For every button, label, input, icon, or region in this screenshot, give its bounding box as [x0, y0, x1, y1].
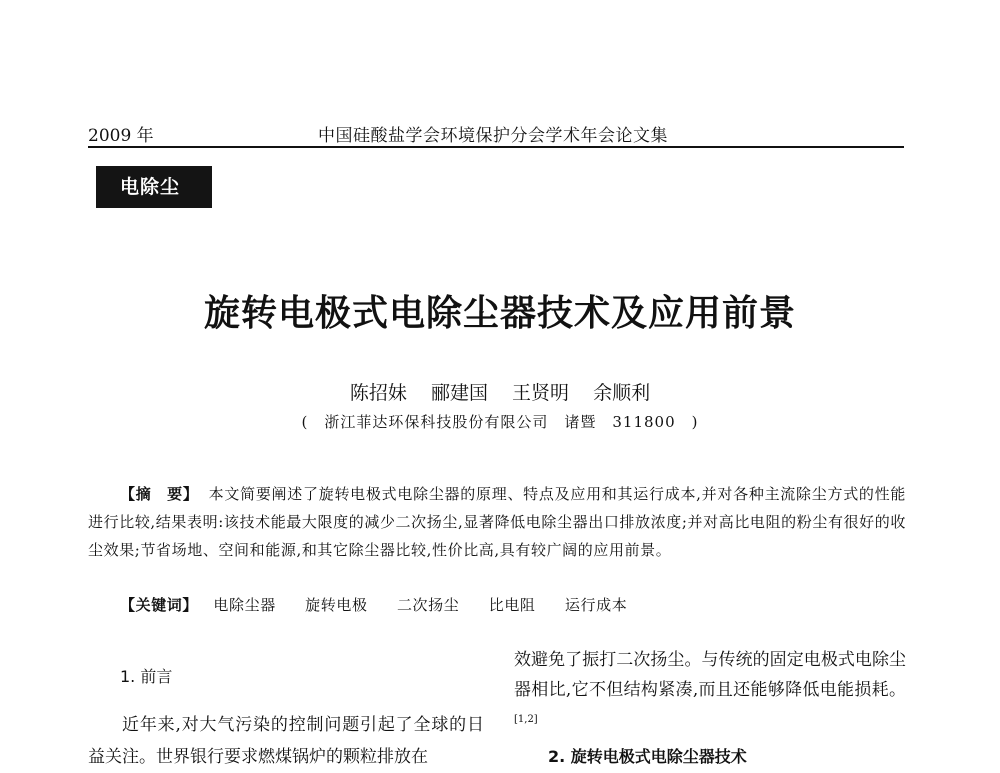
intro-paragraph: 近年来,对大气污染的控制问题引起了全球的日益关注。世界银行要求燃煤锅炉的颗粒排放在	[88, 715, 484, 767]
citation: [1,2]	[514, 714, 538, 725]
left-column	[88, 650, 484, 773]
header-rule	[88, 146, 904, 148]
keywords	[120, 594, 651, 615]
keyword: 运行成本	[564, 596, 628, 614]
section2-heading: 2. 旋转电极式电除尘器技术	[548, 747, 747, 766]
paper-title: 旋转电极式电除尘器技术及应用前景	[203, 292, 796, 334]
abstract-label: 【摘 要】	[120, 485, 199, 503]
author-name: 郦建国	[430, 382, 488, 404]
keyword: 二次扬尘	[396, 596, 460, 614]
affiliation-close: )	[691, 413, 699, 431]
author-name: 王贤明	[512, 382, 570, 404]
right-column	[514, 645, 906, 739]
author-name: 陈招妹	[349, 382, 407, 404]
keywords-label: 【关键词】	[120, 596, 199, 614]
keyword: 比电阻	[488, 596, 536, 614]
keyword: 旋转电极	[305, 596, 368, 614]
affiliation-open: (	[301, 413, 309, 431]
affiliation-postcode: 311800	[612, 413, 676, 431]
right-paragraph: 效避免了振打二次扬尘。与传统的固定电极式电除尘器相比,它不但结构紧凑,而且还能够降低电能损耗。	[514, 650, 906, 700]
affiliation-city: 诸暨	[564, 413, 597, 431]
author-name: 余顺利	[593, 382, 651, 404]
author-list	[0, 378, 1000, 405]
affiliation	[0, 411, 1000, 432]
keyword: 电除尘器	[213, 596, 276, 614]
section-tag: 电除尘	[96, 166, 212, 208]
affiliation-org: 浙江菲达环保科技股份有限公司	[324, 413, 549, 431]
abstract-text: 本文简要阐述了旋转电极式电除尘器的原理、特点及应用和其运行成本,并对各种主流除尘方式的性能进行比较,结果表明:该技术能最大限度的减少二次扬尘,显著降低电除尘器出口排放浓度;并对高比电阻的粉尘有很好的收尘效果;节省场地、空间和能源,和其它除尘器比较,性价比高,具有较广阔的应用前景。	[88, 485, 906, 559]
section1-heading: 1. 前言	[120, 667, 173, 686]
header-year: 2009 年	[88, 126, 154, 146]
abstract	[88, 480, 906, 564]
journal-title: 中国硅酸盐学会环境保护分会学术年会论文集	[318, 126, 668, 146]
